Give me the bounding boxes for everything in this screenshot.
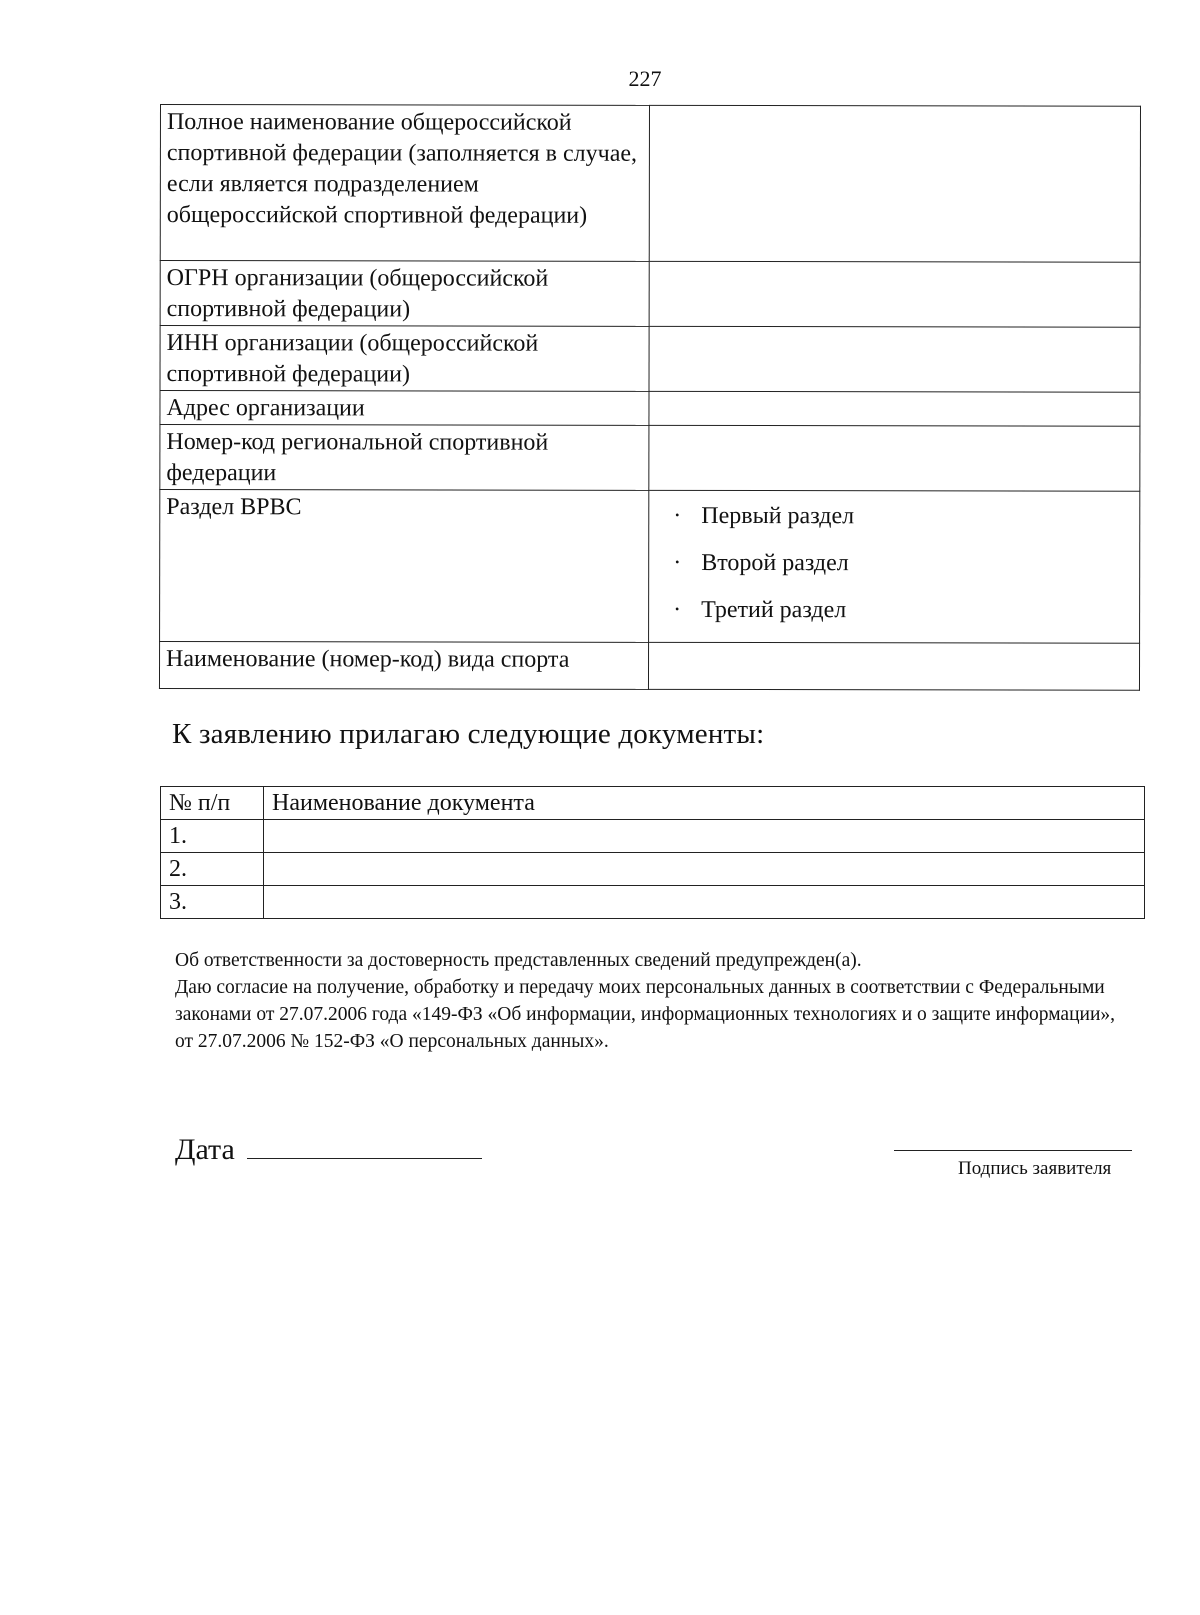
sport-name-field[interactable]: [648, 642, 1139, 690]
table-row: [161, 820, 1145, 853]
row-number: 1.: [161, 820, 264, 853]
bullet-icon: ·: [673, 596, 682, 623]
inn-label: ИНН организации (общероссийской спортивной федерации): [160, 326, 649, 392]
table-row: [160, 425, 1140, 492]
section-option-label: Первый раздел: [701, 502, 855, 530]
table-row: [161, 853, 1145, 886]
bullet-icon: ·: [673, 549, 682, 576]
full-name-field[interactable]: [649, 105, 1140, 262]
table-row: [159, 642, 1139, 691]
responsibility-statement: Об ответственности за достоверность представленных сведений предупрежден(а).: [175, 950, 862, 971]
section-option-second[interactable]: [673, 548, 1133, 580]
vrvs-section-label: Раздел ВРВС: [160, 490, 649, 643]
federation-code-field[interactable]: [649, 425, 1140, 491]
document-name-field[interactable]: [264, 853, 1145, 886]
document-name-field[interactable]: [264, 820, 1145, 853]
table-row: [160, 391, 1140, 427]
section-option-third[interactable]: [673, 595, 1133, 627]
inn-field[interactable]: [649, 326, 1140, 392]
sport-name-label: Наименование (номер-код) вида спорта: [159, 642, 648, 690]
document-name-field[interactable]: [264, 886, 1145, 919]
table-row: [160, 105, 1140, 263]
column-header-number: № п/п: [161, 787, 264, 820]
vrvs-section-options: [649, 490, 1140, 643]
column-header-document-name: Наименование документа: [264, 787, 1145, 820]
consent-notice: [175, 947, 1135, 1055]
attachments-heading: К заявлению прилагаю следующие документы:: [172, 718, 765, 750]
section-option-label: Второй раздел: [701, 549, 849, 577]
section-option-first[interactable]: [673, 501, 1133, 533]
signature-field[interactable]: [894, 1150, 1132, 1151]
ogrn-field[interactable]: [649, 261, 1140, 327]
date-label: Дата: [175, 1133, 235, 1166]
signature-caption: Подпись заявителя: [958, 1158, 1112, 1179]
address-field[interactable]: [649, 391, 1140, 426]
row-number: 2.: [161, 853, 264, 886]
date-block: [175, 1130, 482, 1167]
federation-code-label: Номер-код региональной спортивной федерации: [160, 425, 649, 491]
date-field[interactable]: [247, 1130, 482, 1159]
page-number: 227: [628, 66, 662, 91]
table-row: [160, 490, 1140, 644]
ogrn-label: ОГРН организации (общероссийской спортивной федерации): [160, 261, 649, 327]
applicant-info-table: [159, 104, 1141, 691]
bullet-icon: ·: [673, 502, 682, 529]
full-name-label: Полное наименование общероссийской спортивной федерации (заполняется в случае, если является подразделением общероссийской спортивной федерации): [160, 105, 649, 262]
row-number: 3.: [161, 886, 264, 919]
table-row: [160, 261, 1140, 328]
section-option-label: Третий раздел: [701, 596, 847, 624]
personal-data-consent: Даю согласие на получение, обработку и передачу моих персональных данных в соответствии с Федеральными законами от 27.07.2006 года «149-ФЗ «Об информации, информационных технологиях и о защите информации», от 27.07.2006 № 152-ФЗ «О персональных данных».: [175, 977, 1115, 1052]
section-option-list: [655, 493, 1133, 627]
table-header-row: [161, 787, 1145, 820]
table-row: [161, 886, 1145, 919]
table-row: [160, 326, 1140, 393]
address-label: Адрес организации: [160, 391, 649, 426]
attachments-table: [160, 786, 1145, 919]
